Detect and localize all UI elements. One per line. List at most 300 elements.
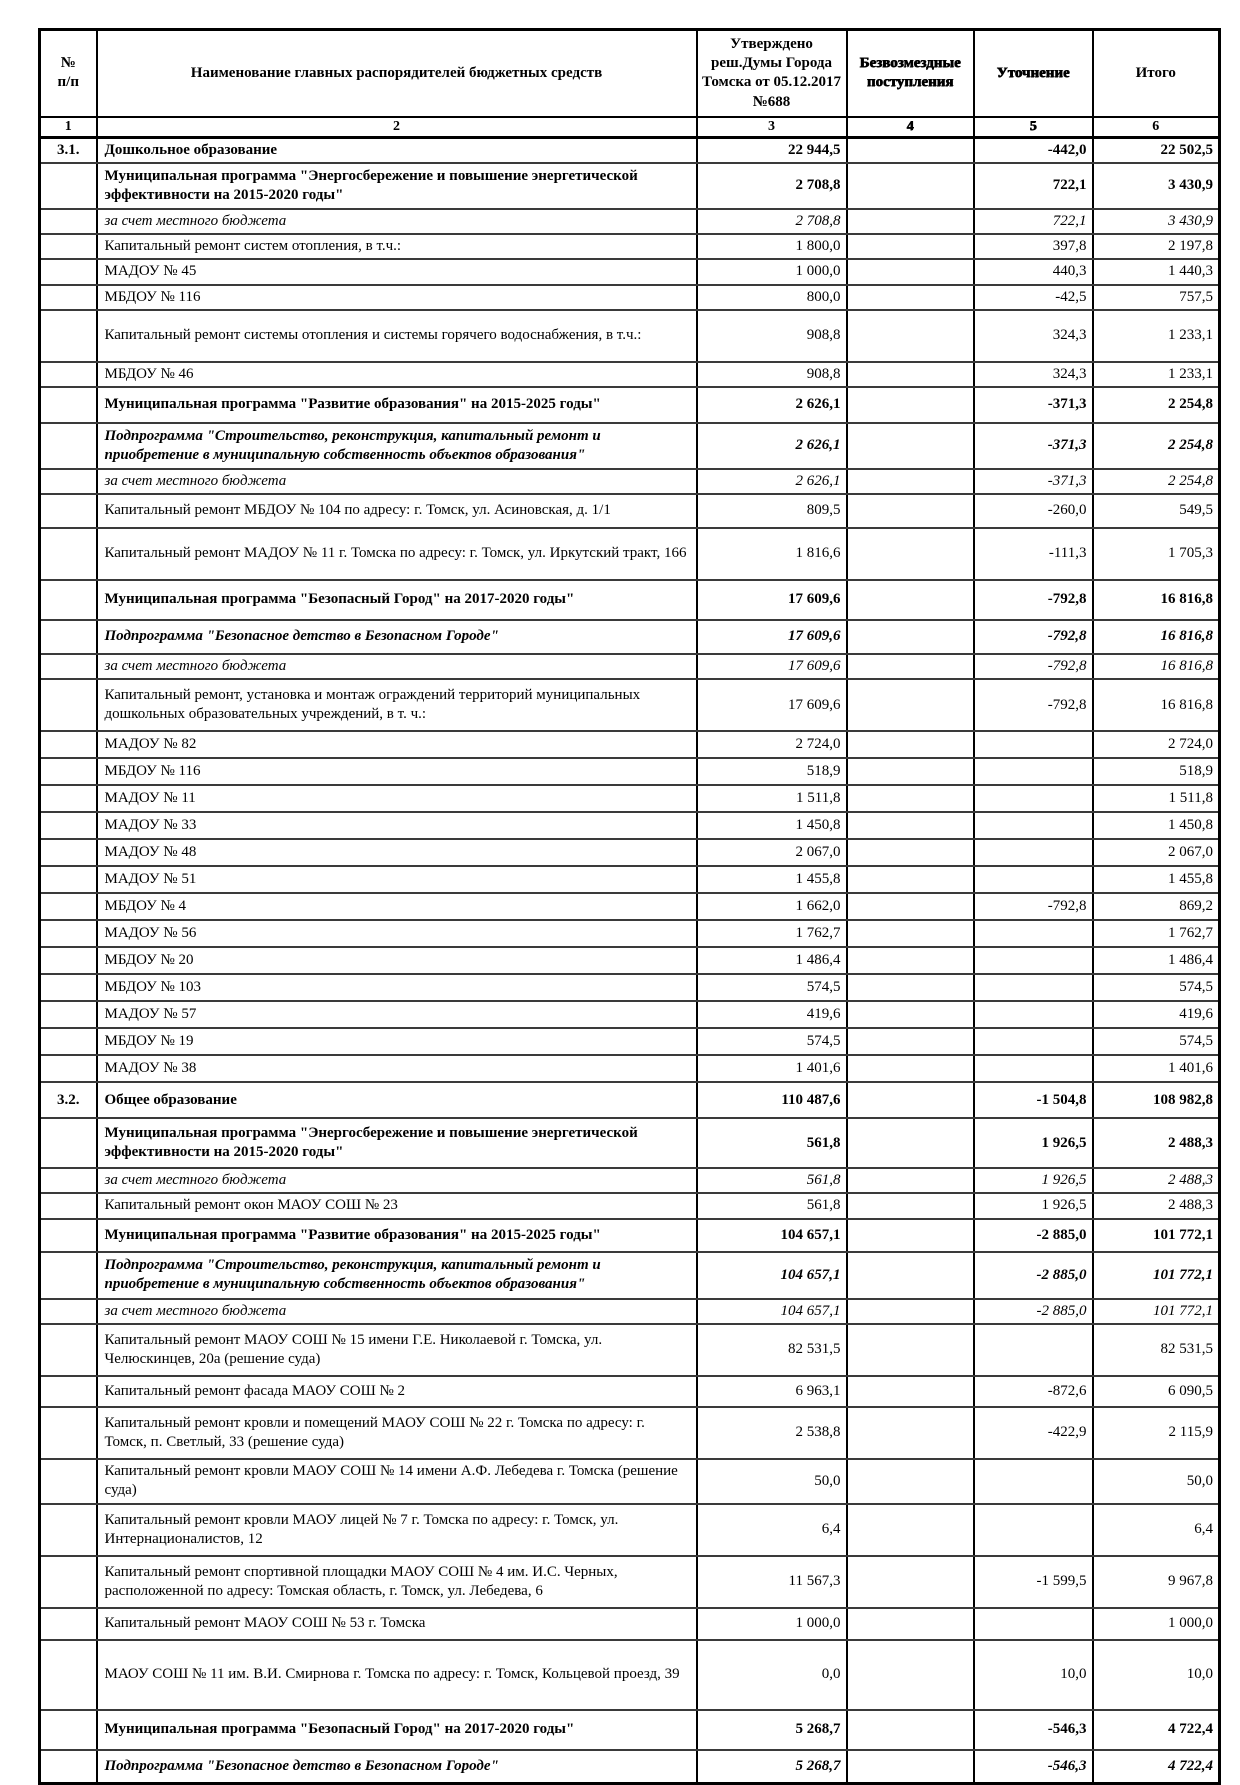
total-value-cell: 869,2	[1093, 893, 1220, 920]
table-row	[40, 1324, 1220, 1376]
gratuitous-value-cell	[847, 1407, 974, 1459]
gratuitous-value-cell	[847, 234, 974, 259]
row-number-cell	[40, 494, 97, 528]
total-value-cell: 101 772,1	[1093, 1219, 1220, 1252]
gratuitous-value-cell	[847, 785, 974, 812]
total-value-cell: 6 090,5	[1093, 1376, 1220, 1407]
approved-value-cell: 2 626,1	[697, 423, 847, 469]
table-row	[40, 1710, 1220, 1750]
table-row	[40, 285, 1220, 310]
adjustment-value-cell: 397,8	[974, 234, 1093, 259]
row-name-cell: Капитальный ремонт системы отопления и системы горячего водоснабжения, в т.ч.:	[97, 310, 697, 362]
approved-value-cell: 574,5	[697, 1028, 847, 1055]
total-value-cell: 1 762,7	[1093, 920, 1220, 947]
row-number-cell	[40, 1219, 97, 1252]
approved-value-cell: 1 800,0	[697, 234, 847, 259]
table-row	[40, 866, 1220, 893]
gratuitous-value-cell	[847, 494, 974, 528]
col-header-row-number: № п/п	[40, 30, 97, 117]
gratuitous-value-cell	[847, 654, 974, 679]
table-row	[40, 1252, 1220, 1299]
row-number-cell	[40, 620, 97, 654]
table-row	[40, 494, 1220, 528]
gratuitous-value-cell	[847, 528, 974, 580]
approved-value-cell: 419,6	[697, 1001, 847, 1028]
column-number: 4	[847, 117, 974, 138]
row-number-cell	[40, 1640, 97, 1710]
gratuitous-value-cell	[847, 1082, 974, 1118]
row-name-cell: МБДОУ № 4	[97, 893, 697, 920]
adjustment-value-cell	[974, 1504, 1093, 1556]
gratuitous-value-cell	[847, 209, 974, 234]
gratuitous-value-cell	[847, 1459, 974, 1504]
adjustment-value-cell	[974, 974, 1093, 1001]
adjustment-value-cell	[974, 1055, 1093, 1082]
adjustment-value-cell	[974, 1028, 1093, 1055]
total-value-cell: 2 254,8	[1093, 469, 1220, 494]
approved-value-cell: 5 268,7	[697, 1750, 847, 1784]
adjustment-value-cell	[974, 785, 1093, 812]
adjustment-value-cell: 1 926,5	[974, 1193, 1093, 1218]
approved-value-cell: 17 609,6	[697, 654, 847, 679]
total-value-cell: 1 450,8	[1093, 812, 1220, 839]
total-value-cell: 4 722,4	[1093, 1710, 1220, 1750]
table-row	[40, 528, 1220, 580]
total-value-cell: 2 254,8	[1093, 423, 1220, 469]
row-number-cell	[40, 259, 97, 284]
row-number-cell	[40, 1299, 97, 1324]
gratuitous-value-cell	[847, 974, 974, 1001]
table-row	[40, 580, 1220, 620]
gratuitous-value-cell	[847, 1219, 974, 1252]
adjustment-value-cell: 324,3	[974, 310, 1093, 362]
total-value-cell: 1 486,4	[1093, 947, 1220, 974]
table-row	[40, 234, 1220, 259]
adjustment-value-cell: -792,8	[974, 893, 1093, 920]
column-number: 2	[97, 117, 697, 138]
row-name-cell: Капитальный ремонт МАОУ СОШ № 15 имени Г.Е. Николаевой г. Томска, ул. Челюскинцев, 20а (решение суда)	[97, 1324, 697, 1376]
adjustment-value-cell: 722,1	[974, 163, 1093, 209]
column-number: 5	[974, 117, 1093, 138]
row-number-cell	[40, 1055, 97, 1082]
row-name-cell: Муниципальная программа "Безопасный Город" на 2017-2020 годы"	[97, 580, 697, 620]
gratuitous-value-cell	[847, 839, 974, 866]
gratuitous-value-cell	[847, 1193, 974, 1218]
approved-value-cell: 11 567,3	[697, 1556, 847, 1608]
total-value-cell: 3 430,9	[1093, 209, 1220, 234]
total-value-cell: 101 772,1	[1093, 1299, 1220, 1324]
adjustment-value-cell: -792,8	[974, 654, 1093, 679]
row-number-cell	[40, 528, 97, 580]
col-header-approved: Утверждено реш.Думы Города Томска от 05.12.2017 №688	[697, 30, 847, 117]
approved-value-cell: 809,5	[697, 494, 847, 528]
col-header-gratuitous: Безвозмездные поступления	[847, 30, 974, 117]
adjustment-value-cell: -792,8	[974, 580, 1093, 620]
adjustment-value-cell	[974, 1324, 1093, 1376]
gratuitous-value-cell	[847, 1608, 974, 1640]
total-value-cell: 574,5	[1093, 974, 1220, 1001]
row-name-cell: за счет местного бюджета	[97, 654, 697, 679]
row-name-cell: МБДОУ № 20	[97, 947, 697, 974]
row-number-cell	[40, 839, 97, 866]
row-name-cell: МАДОУ № 11	[97, 785, 697, 812]
adjustment-value-cell: -371,3	[974, 387, 1093, 423]
column-number: 6	[1093, 117, 1220, 138]
approved-value-cell: 104 657,1	[697, 1219, 847, 1252]
gratuitous-value-cell	[847, 1640, 974, 1710]
header-row	[40, 30, 1220, 117]
gratuitous-value-cell	[847, 285, 974, 310]
total-value-cell: 2 197,8	[1093, 234, 1220, 259]
table-row	[40, 1028, 1220, 1055]
gratuitous-value-cell	[847, 387, 974, 423]
gratuitous-value-cell	[847, 1252, 974, 1299]
row-number-cell	[40, 1168, 97, 1193]
row-name-cell: Муниципальная программа "Энергосбережение и повышение энергетической эффективности на 2015-2020 годы"	[97, 1118, 697, 1168]
row-name-cell: за счет местного бюджета	[97, 1299, 697, 1324]
row-number-cell	[40, 812, 97, 839]
approved-value-cell: 574,5	[697, 974, 847, 1001]
row-number-cell	[40, 362, 97, 387]
approved-value-cell: 0,0	[697, 1640, 847, 1710]
total-value-cell: 108 982,8	[1093, 1082, 1220, 1118]
approved-value-cell: 1 816,6	[697, 528, 847, 580]
gratuitous-value-cell	[847, 920, 974, 947]
row-name-cell: Капитальный ремонт МАОУ СОШ № 53 г. Томска	[97, 1608, 697, 1640]
row-number-cell: 3.2.	[40, 1082, 97, 1118]
row-number-cell	[40, 947, 97, 974]
row-number-cell	[40, 1750, 97, 1784]
table-row	[40, 785, 1220, 812]
row-name-cell: МБДОУ № 19	[97, 1028, 697, 1055]
total-value-cell: 2 067,0	[1093, 839, 1220, 866]
row-number-cell	[40, 469, 97, 494]
row-name-cell: МАОУ СОШ № 11 им. В.И. Смирнова г. Томска по адресу: г. Томск, Кольцевой проезд, 39	[97, 1640, 697, 1710]
col-header-adjustment: Уточнение	[974, 30, 1093, 117]
row-name-cell: Муниципальная программа "Развитие образования" на 2015-2025 годы"	[97, 387, 697, 423]
row-name-cell: за счет местного бюджета	[97, 1168, 697, 1193]
total-value-cell: 1 401,6	[1093, 1055, 1220, 1082]
table-row	[40, 137, 1220, 163]
gratuitous-value-cell	[847, 163, 974, 209]
table-row	[40, 387, 1220, 423]
gratuitous-value-cell	[847, 758, 974, 785]
column-number: 3	[697, 117, 847, 138]
row-name-cell: Капитальный ремонт систем отопления, в т.ч.:	[97, 234, 697, 259]
gratuitous-value-cell	[847, 866, 974, 893]
row-number-cell: 3.1.	[40, 137, 97, 163]
approved-value-cell: 1 511,8	[697, 785, 847, 812]
budget-table	[38, 28, 1221, 1785]
row-name-cell: МАДОУ № 57	[97, 1001, 697, 1028]
approved-value-cell: 5 268,7	[697, 1710, 847, 1750]
adjustment-value-cell	[974, 731, 1093, 758]
gratuitous-value-cell	[847, 310, 974, 362]
adjustment-value-cell: -2 885,0	[974, 1299, 1093, 1324]
table-row	[40, 654, 1220, 679]
row-name-cell: Капитальный ремонт окон МАОУ СОШ № 23	[97, 1193, 697, 1218]
row-number-cell	[40, 1193, 97, 1218]
approved-value-cell: 104 657,1	[697, 1299, 847, 1324]
row-name-cell: МАДОУ № 51	[97, 866, 697, 893]
row-name-cell: Капитальный ремонт МАДОУ № 11 г. Томска по адресу: г. Томск, ул. Иркутский тракт, 166	[97, 528, 697, 580]
row-name-cell: Капитальный ремонт кровли МАОУ СОШ № 14 имени А.Ф. Лебедева г. Томска (решение суда)	[97, 1459, 697, 1504]
approved-value-cell: 17 609,6	[697, 580, 847, 620]
table-row	[40, 1376, 1220, 1407]
gratuitous-value-cell	[847, 259, 974, 284]
approved-value-cell: 17 609,6	[697, 679, 847, 731]
row-name-cell: Общее образование	[97, 1082, 697, 1118]
table-row	[40, 1001, 1220, 1028]
adjustment-value-cell: -546,3	[974, 1710, 1093, 1750]
row-number-cell	[40, 163, 97, 209]
row-name-cell: МАДОУ № 48	[97, 839, 697, 866]
row-name-cell: Капитальный ремонт спортивной площадки МАОУ СОШ № 4 им. И.С. Черных, расположенной по адресу: Томская область, г. Томск, ул. Лебедева, 6	[97, 1556, 697, 1608]
table-row	[40, 1556, 1220, 1608]
table-row	[40, 362, 1220, 387]
adjustment-value-cell	[974, 1001, 1093, 1028]
adjustment-value-cell: -371,3	[974, 423, 1093, 469]
row-number-cell	[40, 679, 97, 731]
approved-value-cell: 50,0	[697, 1459, 847, 1504]
total-value-cell: 22 502,5	[1093, 137, 1220, 163]
row-name-cell: Капитальный ремонт, установка и монтаж ограждений территорий муниципальных дошкольных образовательных учреждений, в т. ч.:	[97, 679, 697, 731]
approved-value-cell: 82 531,5	[697, 1324, 847, 1376]
table-row	[40, 1193, 1220, 1218]
row-number-cell	[40, 310, 97, 362]
row-number-cell	[40, 1028, 97, 1055]
total-value-cell: 50,0	[1093, 1459, 1220, 1504]
adjustment-value-cell: 722,1	[974, 209, 1093, 234]
table-row	[40, 1608, 1220, 1640]
gratuitous-value-cell	[847, 1168, 974, 1193]
table-row	[40, 1082, 1220, 1118]
row-name-cell: МБДОУ № 103	[97, 974, 697, 1001]
total-value-cell: 1 455,8	[1093, 866, 1220, 893]
approved-value-cell: 800,0	[697, 285, 847, 310]
gratuitous-value-cell	[847, 679, 974, 731]
table-row	[40, 920, 1220, 947]
table-row	[40, 947, 1220, 974]
approved-value-cell: 1 762,7	[697, 920, 847, 947]
approved-value-cell: 6 963,1	[697, 1376, 847, 1407]
table-row	[40, 1118, 1220, 1168]
row-name-cell: за счет местного бюджета	[97, 469, 697, 494]
gratuitous-value-cell	[847, 731, 974, 758]
adjustment-value-cell: -422,9	[974, 1407, 1093, 1459]
row-name-cell: МАДОУ № 82	[97, 731, 697, 758]
table-row	[40, 469, 1220, 494]
column-number: 1	[40, 117, 97, 138]
gratuitous-value-cell	[847, 1118, 974, 1168]
gratuitous-value-cell	[847, 947, 974, 974]
row-number-cell	[40, 580, 97, 620]
row-name-cell: Муниципальная программа "Развитие образования" на 2015-2025 годы"	[97, 1219, 697, 1252]
approved-value-cell: 2 708,8	[697, 163, 847, 209]
row-number-cell	[40, 785, 97, 812]
total-value-cell: 101 772,1	[1093, 1252, 1220, 1299]
total-value-cell: 2 488,3	[1093, 1168, 1220, 1193]
total-value-cell: 4 722,4	[1093, 1750, 1220, 1784]
gratuitous-value-cell	[847, 1055, 974, 1082]
row-number-cell	[40, 234, 97, 259]
table-row	[40, 1640, 1220, 1710]
row-name-cell: МАДОУ № 45	[97, 259, 697, 284]
approved-value-cell: 2 724,0	[697, 731, 847, 758]
row-name-cell: Муниципальная программа "Энергосбережение и повышение энергетической эффективности на 2015-2020 годы"	[97, 163, 697, 209]
gratuitous-value-cell	[847, 469, 974, 494]
adjustment-value-cell	[974, 812, 1093, 839]
row-number-cell	[40, 866, 97, 893]
adjustment-value-cell: -546,3	[974, 1750, 1093, 1784]
approved-value-cell: 6,4	[697, 1504, 847, 1556]
gratuitous-value-cell	[847, 580, 974, 620]
row-number-cell	[40, 1324, 97, 1376]
approved-value-cell: 1 401,6	[697, 1055, 847, 1082]
row-name-cell: Подпрограмма "Строительство, реконструкция, капитальный ремонт и приобретение в муниципальную собственность объектов образования"	[97, 423, 697, 469]
table-row	[40, 310, 1220, 362]
table-body	[40, 137, 1220, 1784]
table-row	[40, 1504, 1220, 1556]
row-name-cell: МБДОУ № 46	[97, 362, 697, 387]
gratuitous-value-cell	[847, 812, 974, 839]
row-name-cell: МАДОУ № 56	[97, 920, 697, 947]
adjustment-value-cell: -442,0	[974, 137, 1093, 163]
row-number-cell	[40, 731, 97, 758]
column-numbers-row	[40, 117, 1220, 138]
total-value-cell: 757,5	[1093, 285, 1220, 310]
approved-value-cell: 2 626,1	[697, 387, 847, 423]
row-number-cell	[40, 1407, 97, 1459]
adjustment-value-cell: 1 926,5	[974, 1168, 1093, 1193]
approved-value-cell: 561,8	[697, 1193, 847, 1218]
approved-value-cell: 1 450,8	[697, 812, 847, 839]
row-name-cell: МАДОУ № 38	[97, 1055, 697, 1082]
table-row	[40, 1407, 1220, 1459]
approved-value-cell: 2 538,8	[697, 1407, 847, 1459]
approved-value-cell: 22 944,5	[697, 137, 847, 163]
approved-value-cell: 1 662,0	[697, 893, 847, 920]
table-row	[40, 974, 1220, 1001]
row-name-cell: МБДОУ № 116	[97, 285, 697, 310]
adjustment-value-cell: -1 599,5	[974, 1556, 1093, 1608]
total-value-cell: 2 724,0	[1093, 731, 1220, 758]
gratuitous-value-cell	[847, 1750, 974, 1784]
adjustment-value-cell: 440,3	[974, 259, 1093, 284]
adjustment-value-cell: -260,0	[974, 494, 1093, 528]
adjustment-value-cell: -2 885,0	[974, 1252, 1093, 1299]
approved-value-cell: 110 487,6	[697, 1082, 847, 1118]
row-name-cell: Дошкольное образование	[97, 137, 697, 163]
total-value-cell: 518,9	[1093, 758, 1220, 785]
gratuitous-value-cell	[847, 362, 974, 387]
row-number-cell	[40, 387, 97, 423]
table-row	[40, 163, 1220, 209]
total-value-cell: 1 000,0	[1093, 1608, 1220, 1640]
adjustment-value-cell	[974, 920, 1093, 947]
adjustment-value-cell: -872,6	[974, 1376, 1093, 1407]
adjustment-value-cell: -1 504,8	[974, 1082, 1093, 1118]
gratuitous-value-cell	[847, 1028, 974, 1055]
total-value-cell: 82 531,5	[1093, 1324, 1220, 1376]
table-row	[40, 1168, 1220, 1193]
adjustment-value-cell: 324,3	[974, 362, 1093, 387]
approved-value-cell: 1 486,4	[697, 947, 847, 974]
table-row	[40, 209, 1220, 234]
row-number-cell	[40, 285, 97, 310]
total-value-cell: 16 816,8	[1093, 654, 1220, 679]
adjustment-value-cell: -792,8	[974, 679, 1093, 731]
row-number-cell	[40, 654, 97, 679]
row-name-cell: Капитальный ремонт кровли и помещений МАОУ СОШ № 22 г. Томска по адресу: г. Томск, п. Светлый, 33 (решение суда)	[97, 1407, 697, 1459]
total-value-cell: 574,5	[1093, 1028, 1220, 1055]
table-row	[40, 812, 1220, 839]
adjustment-value-cell: -42,5	[974, 285, 1093, 310]
approved-value-cell: 561,8	[697, 1168, 847, 1193]
total-value-cell: 1 511,8	[1093, 785, 1220, 812]
gratuitous-value-cell	[847, 1324, 974, 1376]
approved-value-cell: 2 626,1	[697, 469, 847, 494]
gratuitous-value-cell	[847, 1504, 974, 1556]
row-number-cell	[40, 974, 97, 1001]
adjustment-value-cell: 10,0	[974, 1640, 1093, 1710]
table-row	[40, 758, 1220, 785]
row-number-cell	[40, 1608, 97, 1640]
row-name-cell: Капитальный ремонт кровли МАОУ лицей № 7 г. Томска по адресу: г. Томск, ул. Интернационалистов, 12	[97, 1504, 697, 1556]
adjustment-value-cell	[974, 839, 1093, 866]
gratuitous-value-cell	[847, 620, 974, 654]
row-name-cell: за счет местного бюджета	[97, 209, 697, 234]
table-row	[40, 1750, 1220, 1784]
budget-table-sheet	[38, 28, 1221, 1785]
adjustment-value-cell: -371,3	[974, 469, 1093, 494]
gratuitous-value-cell	[847, 137, 974, 163]
approved-value-cell: 518,9	[697, 758, 847, 785]
row-number-cell	[40, 423, 97, 469]
gratuitous-value-cell	[847, 1299, 974, 1324]
total-value-cell: 549,5	[1093, 494, 1220, 528]
table-row	[40, 1219, 1220, 1252]
table-row	[40, 620, 1220, 654]
table-row	[40, 679, 1220, 731]
approved-value-cell: 2 067,0	[697, 839, 847, 866]
adjustment-value-cell	[974, 1608, 1093, 1640]
total-value-cell: 9 967,8	[1093, 1556, 1220, 1608]
approved-value-cell: 1 000,0	[697, 1608, 847, 1640]
row-number-cell	[40, 1001, 97, 1028]
row-number-cell	[40, 1710, 97, 1750]
table-row	[40, 1055, 1220, 1082]
approved-value-cell: 1 000,0	[697, 259, 847, 284]
total-value-cell: 2 488,3	[1093, 1118, 1220, 1168]
table-row	[40, 893, 1220, 920]
table-row	[40, 259, 1220, 284]
approved-value-cell: 561,8	[697, 1118, 847, 1168]
col-header-total: Итого	[1093, 30, 1220, 117]
gratuitous-value-cell	[847, 1556, 974, 1608]
gratuitous-value-cell	[847, 1001, 974, 1028]
table-row	[40, 839, 1220, 866]
row-name-cell: Муниципальная программа "Безопасный Город" на 2017-2020 годы"	[97, 1710, 697, 1750]
gratuitous-value-cell	[847, 1710, 974, 1750]
total-value-cell: 1 233,1	[1093, 310, 1220, 362]
total-value-cell: 1 440,3	[1093, 259, 1220, 284]
gratuitous-value-cell	[847, 423, 974, 469]
total-value-cell: 3 430,9	[1093, 163, 1220, 209]
total-value-cell: 1 705,3	[1093, 528, 1220, 580]
row-number-cell	[40, 1118, 97, 1168]
total-value-cell: 1 233,1	[1093, 362, 1220, 387]
